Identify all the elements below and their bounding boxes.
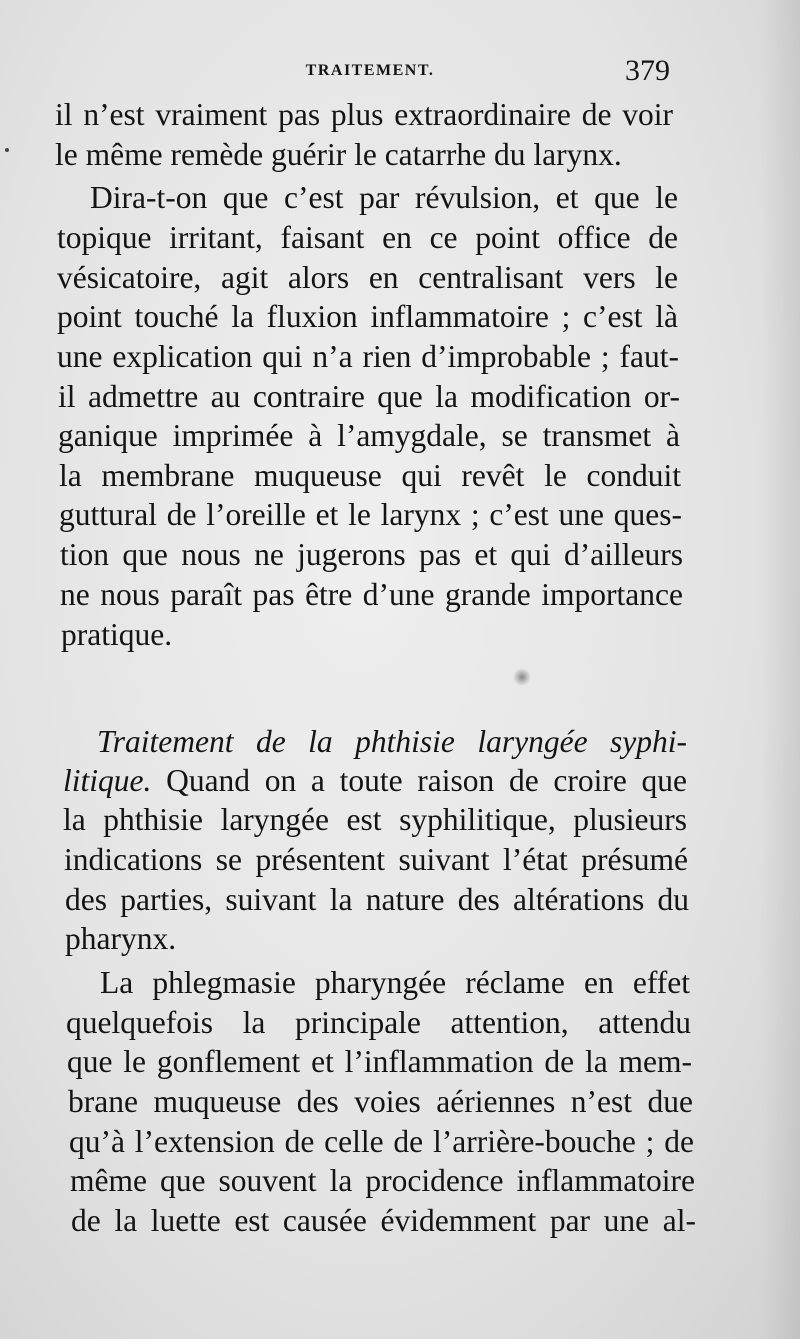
text-line: tion que nous ne jugerons pas et qui d’ailleurs bbox=[60, 537, 683, 572]
running-title: TRAITEMENT. bbox=[305, 62, 435, 79]
text-line: vésicatoire, agit alors en centralisant vers le bbox=[57, 260, 678, 295]
text-line: pharynx. bbox=[65, 921, 177, 956]
margin-speck bbox=[5, 148, 9, 152]
text-line: il admettre au contraire que la modification or- bbox=[58, 379, 680, 414]
running-head bbox=[60, 54, 680, 90]
text-line: une explication qui n’a rien d’improbable ; faut- bbox=[57, 339, 679, 374]
ink-blot bbox=[513, 668, 531, 686]
text-span: Quand on a toute raison de croire que bbox=[151, 763, 687, 798]
text-line: que le gonflement et l’inflammation de la mem- bbox=[67, 1044, 692, 1079]
text-line: le même remède guérir le catarrhe du larynx. bbox=[55, 137, 622, 172]
text-line bbox=[63, 761, 687, 801]
text-line: ne nous paraît pas être d’une grande importance bbox=[60, 577, 683, 612]
text-line: brane muqueuse des voies aériennes n’est due bbox=[68, 1084, 693, 1119]
text-line: la phthisie laryngée est syphilitique, plusieurs bbox=[63, 802, 687, 837]
text-line: qu’à l’extension de celle de l’arrière-bouche ; de bbox=[69, 1124, 694, 1159]
text-line: des parties, suivant la nature des altérations du bbox=[65, 882, 689, 917]
text-line: La phlegmasie pharyngée réclame en effet bbox=[100, 965, 690, 1000]
text-line: pratique. bbox=[61, 617, 173, 652]
text-line: indications se présentent suivant l’état présumé bbox=[64, 842, 688, 877]
text-line: il n’est vraiment pas plus extraordinaire de voir bbox=[55, 97, 673, 132]
text-line: topique irritant, faisant en ce point office de bbox=[57, 220, 678, 255]
text-line: Dira-t-on que c’est par révulsion, et que le bbox=[90, 180, 678, 215]
text-line: guttural de l’oreille et le larynx ; c’est une ques- bbox=[59, 497, 682, 532]
text-line: point touché la fluxion inflammatoire ; c’est là bbox=[57, 299, 678, 334]
heading-end: litique. bbox=[63, 763, 152, 798]
text-line: de la luette est causée évidemment par une al- bbox=[71, 1203, 696, 1238]
text-line: quelquefois la principale attention, attendu bbox=[66, 1005, 691, 1040]
page-edge-shadow bbox=[760, 0, 800, 1339]
text-line: même que souvent la procidence inflammatoire bbox=[70, 1163, 695, 1198]
text-line: la membrane muqueuse qui revêt le conduit bbox=[59, 458, 681, 493]
text-line: ganique imprimée à l’amygdale, se transmet à bbox=[58, 418, 680, 453]
section-heading-line: Traitement de la phthisie laryngée syphi- bbox=[97, 724, 687, 759]
page-number: 379 bbox=[625, 54, 670, 87]
